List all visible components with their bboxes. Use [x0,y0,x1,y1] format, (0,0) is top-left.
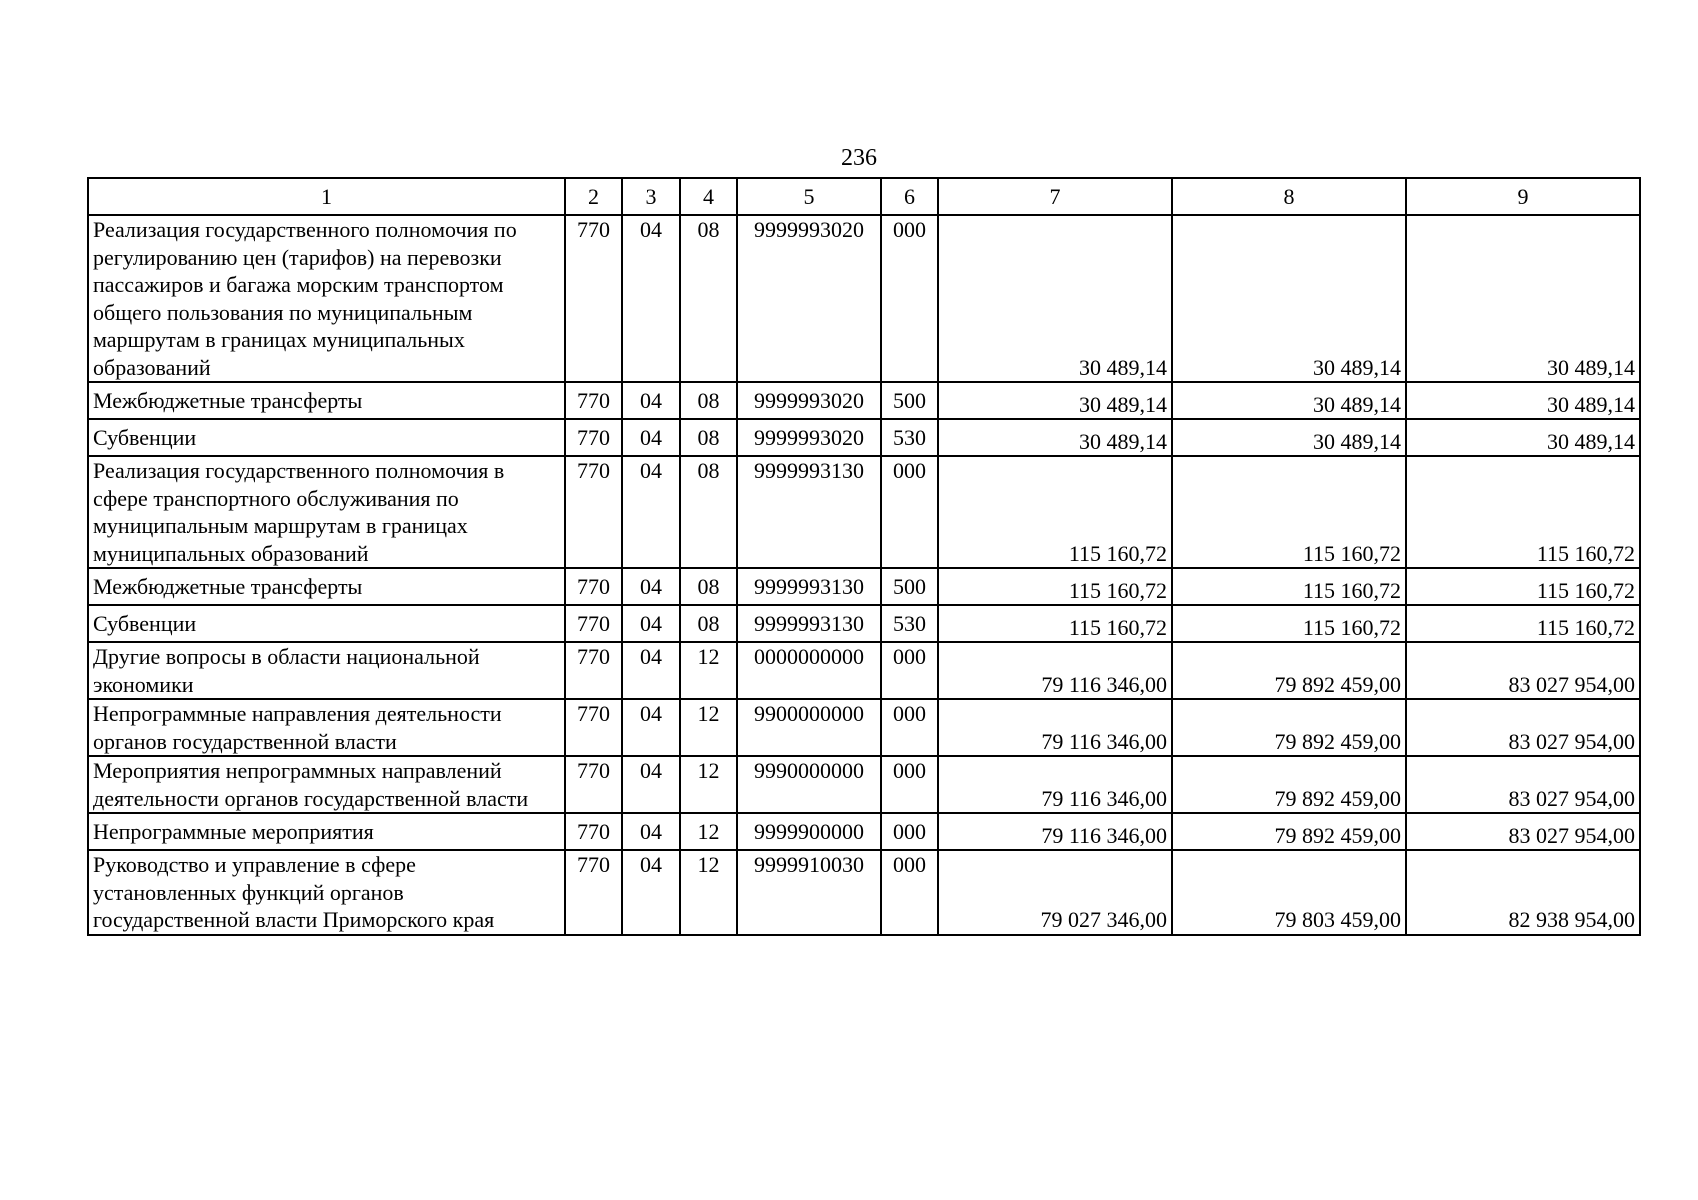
row-description: Межбюджетные трансферты [88,568,565,605]
amount-col-8: 79 803 459,00 [1172,850,1406,935]
row-description: Субвенции [88,605,565,642]
amount-col-8: 115 160,72 [1172,456,1406,568]
target-article-code: 9999900000 [737,813,881,850]
section-code: 04 [622,642,680,699]
expense-type-code: 530 [881,605,938,642]
amount-col-9: 83 027 954,00 [1406,642,1640,699]
expense-type-code: 000 [881,850,938,935]
amount-col-8: 79 892 459,00 [1172,756,1406,813]
row-description: Мероприятия непрограммных направлений деятельности органов государственной власти [88,756,565,813]
section-code: 04 [622,215,680,382]
table-row [88,419,1640,456]
amount-col-9: 30 489,14 [1406,215,1640,382]
amount-col-9: 115 160,72 [1406,568,1640,605]
grbs-code: 770 [565,642,622,699]
row-description: Реализация государственного полномочия по регулированию цен (тарифов) на перевозки пассажиров и багажа морским транспортом общего пользования по муниципальным маршрутам в границах муниципальных образований [88,215,565,382]
expense-type-code: 000 [881,813,938,850]
section-code: 04 [622,813,680,850]
subsection-code: 08 [680,605,737,642]
amount-col-8: 30 489,14 [1172,419,1406,456]
header-cell: 8 [1172,178,1406,215]
table-row [88,642,1640,699]
target-article-code: 9999993020 [737,419,881,456]
target-article-code: 9999993130 [737,568,881,605]
amount-col-7: 79 116 346,00 [938,813,1172,850]
amount-col-8: 79 892 459,00 [1172,813,1406,850]
section-code: 04 [622,699,680,756]
grbs-code: 770 [565,605,622,642]
subsection-code: 08 [680,568,737,605]
grbs-code: 770 [565,850,622,935]
amount-col-7: 79 027 346,00 [938,850,1172,935]
section-code: 04 [622,850,680,935]
table-row [88,215,1640,382]
target-article-code: 9999993130 [737,456,881,568]
target-article-code: 9999910030 [737,850,881,935]
expense-type-code: 000 [881,699,938,756]
table-row [88,813,1640,850]
table-row [88,456,1640,568]
header-cell: 7 [938,178,1172,215]
row-description: Непрограммные направления деятельности органов государственной власти [88,699,565,756]
amount-col-9: 115 160,72 [1406,456,1640,568]
expense-type-code: 000 [881,642,938,699]
amount-col-7: 30 489,14 [938,215,1172,382]
amount-col-9: 83 027 954,00 [1406,756,1640,813]
table-row [88,699,1640,756]
grbs-code: 770 [565,568,622,605]
amount-col-9: 30 489,14 [1406,419,1640,456]
subsection-code: 08 [680,215,737,382]
subsection-code: 08 [680,419,737,456]
table-row [88,568,1640,605]
target-article-code: 9990000000 [737,756,881,813]
section-code: 04 [622,382,680,419]
row-description: Реализация государственного полномочия в сфере транспортного обслуживания по муниципальным маршрутам в границах муниципальных образований [88,456,565,568]
header-cell: 9 [1406,178,1640,215]
row-description: Руководство и управление в сфере установленных функций органов государственной власти Приморского края [88,850,565,935]
grbs-code: 770 [565,456,622,568]
expense-type-code: 000 [881,215,938,382]
subsection-code: 12 [680,756,737,813]
grbs-code: 770 [565,382,622,419]
section-code: 04 [622,456,680,568]
header-cell: 3 [622,178,680,215]
header-cell: 1 [88,178,565,215]
expense-type-code: 530 [881,419,938,456]
amount-col-8: 79 892 459,00 [1172,699,1406,756]
header-cell: 6 [881,178,938,215]
subsection-code: 12 [680,699,737,756]
amount-col-8: 115 160,72 [1172,605,1406,642]
page-number: 236 [841,145,877,171]
expense-type-code: 500 [881,382,938,419]
amount-col-8: 79 892 459,00 [1172,642,1406,699]
amount-col-7: 115 160,72 [938,605,1172,642]
amount-col-7: 79 116 346,00 [938,642,1172,699]
target-article-code: 0000000000 [737,642,881,699]
row-description: Непрограммные мероприятия [88,813,565,850]
header-row [88,178,1640,215]
subsection-code: 12 [680,850,737,935]
amount-col-9: 115 160,72 [1406,605,1640,642]
subsection-code: 08 [680,456,737,568]
section-code: 04 [622,605,680,642]
header-cell: 2 [565,178,622,215]
grbs-code: 770 [565,813,622,850]
subsection-code: 12 [680,813,737,850]
expense-type-code: 500 [881,568,938,605]
row-description: Субвенции [88,419,565,456]
amount-col-8: 30 489,14 [1172,215,1406,382]
subsection-code: 08 [680,382,737,419]
table-row [88,382,1640,419]
row-description: Другие вопросы в области национальной экономики [88,642,565,699]
expense-type-code: 000 [881,756,938,813]
amount-col-7: 115 160,72 [938,456,1172,568]
table-row [88,756,1640,813]
amount-col-7: 115 160,72 [938,568,1172,605]
amount-col-8: 115 160,72 [1172,568,1406,605]
target-article-code: 9999993130 [737,605,881,642]
header-cell: 5 [737,178,881,215]
header-cell: 4 [680,178,737,215]
amount-col-7: 30 489,14 [938,419,1172,456]
section-code: 04 [622,756,680,813]
budget-table [87,177,1641,936]
amount-col-8: 30 489,14 [1172,382,1406,419]
grbs-code: 770 [565,756,622,813]
amount-col-9: 83 027 954,00 [1406,699,1640,756]
grbs-code: 770 [565,419,622,456]
target-article-code: 9999993020 [737,215,881,382]
target-article-code: 9999993020 [737,382,881,419]
table-row [88,605,1640,642]
subsection-code: 12 [680,642,737,699]
grbs-code: 770 [565,215,622,382]
table-row [88,850,1640,935]
amount-col-9: 82 938 954,00 [1406,850,1640,935]
target-article-code: 9900000000 [737,699,881,756]
row-description: Межбюджетные трансферты [88,382,565,419]
expense-type-code: 000 [881,456,938,568]
amount-col-7: 30 489,14 [938,382,1172,419]
amount-col-9: 83 027 954,00 [1406,813,1640,850]
section-code: 04 [622,419,680,456]
section-code: 04 [622,568,680,605]
amount-col-7: 79 116 346,00 [938,756,1172,813]
amount-col-7: 79 116 346,00 [938,699,1172,756]
amount-col-9: 30 489,14 [1406,382,1640,419]
grbs-code: 770 [565,699,622,756]
